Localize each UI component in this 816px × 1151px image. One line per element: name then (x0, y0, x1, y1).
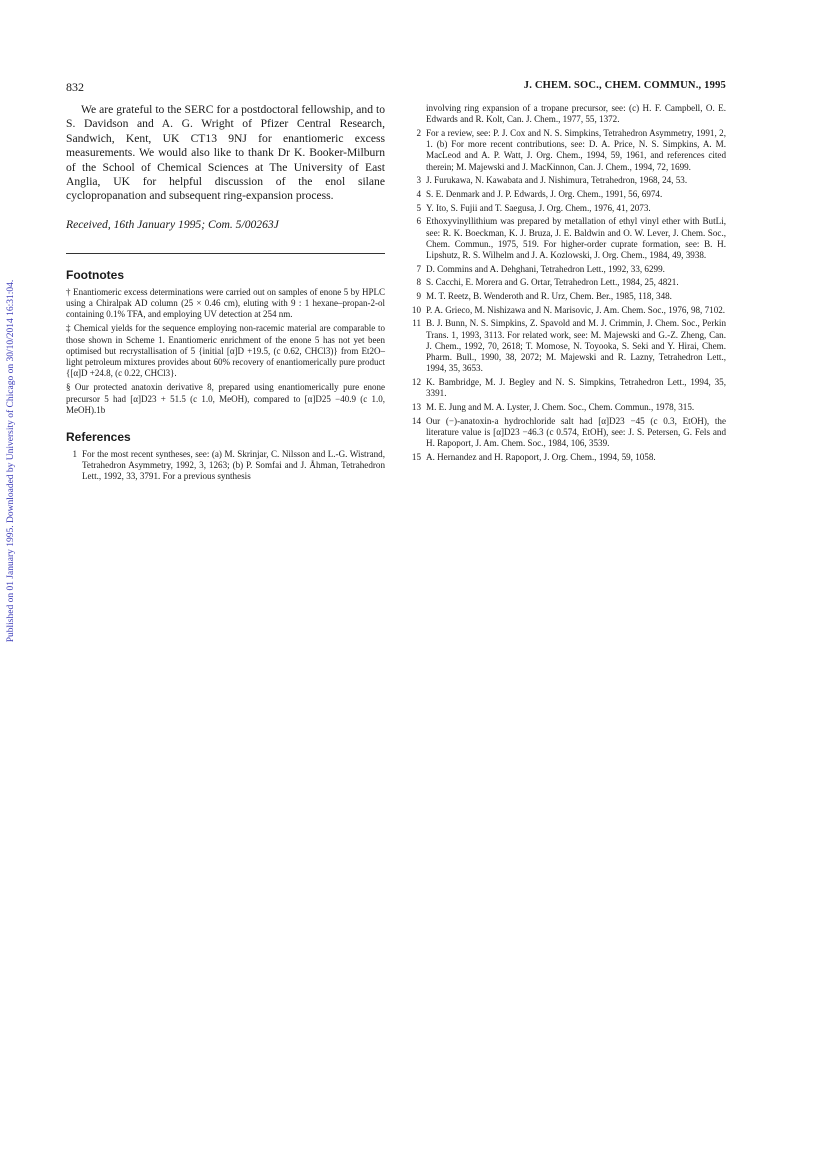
reference-item (410, 402, 726, 413)
reference-text: M. T. Reetz, B. Wenderoth and R. Urz, Chem. Ber., 1985, 118, 348. (426, 291, 672, 302)
reference-number: 5 (416, 202, 421, 213)
reference-number: 2 (416, 127, 421, 138)
reference-text: For a review, see: P. J. Cox and N. S. Simpkins, Tetrahedron Asymmetry, 1991, 2, 1. (b) For more recent contributions, see: D. A. Price, N. S. Simpkins, A. M. MacLeod and A. P. Watt, J. Org. Chem., 1994, 59, 1961, and references cited therein; M. Majewski and J. MacKinnon, Can. J. Chem., 1994, 72, 1699. (426, 127, 726, 172)
download-watermark (4, 236, 18, 686)
reference-number: 6 (416, 216, 421, 227)
page-number: 832 (66, 80, 84, 94)
references-heading: References (66, 430, 131, 445)
received-line: Received, 16th January 1995; Com. 5/00263J (66, 217, 279, 231)
reference-item (410, 277, 726, 288)
reference-item (410, 305, 726, 316)
reference-item (410, 264, 726, 275)
footnotes-heading: Footnotes (66, 267, 124, 282)
reference-number: 7 (416, 263, 421, 274)
reference-text: K. Bambridge, M. J. Begley and N. S. Simpkins, Tetrahedron Lett., 1994, 35, 3391. (426, 376, 726, 399)
reference-item (410, 452, 726, 463)
reference-text: P. A. Grieco, M. Nishizawa and N. Marisovic, J. Am. Chem. Soc., 1976, 98, 7102. (426, 304, 726, 315)
reference-number: 14 (411, 415, 421, 426)
reference-text: M. E. Jung and M. A. Lyster, J. Chem. Soc., Chem. Commun., 1978, 315. (426, 401, 695, 412)
journal-title: J. CHEM. SOC., CHEM. COMMUN., 1995 (523, 80, 726, 91)
download-watermark-text: Published on 01 January 1995. Downloaded by University of Chicago on 30/10/2014 16:31:04. (6, 279, 16, 643)
reference-text: B. J. Bunn, N. S. Simpkins, Z. Spavold and M. J. Crimmin, J. Chem. Soc., Perkin Trans. 1, 1993, 3113. For related work, see: M. Majewski and G.-Z. Zheng, Can. J. Chem., 1992, 70, 2618; T. Momose, N. Toyooka, S. Seki and Y. Hirai, Chem. Pharm. Bull., 1990, 38, 2072; M. Majewski and R. Lazny, Tetrahedron Lett., 1994, 35, 3653. (426, 318, 726, 374)
reference-item (410, 128, 726, 173)
reference-number: 9 (416, 291, 421, 302)
reference-text: Ethoxyvinyllithium was prepared by metallation of ethyl vinyl ether with ButLi, see: R. K. Boeckman, K. J. Bruza, J. E. Baldwin and O. W. Lever, J. Chem. Soc., Chem. Commun., 1975, 519. For higher-order cuprate formation, see: B. H. Lipshutz, R. S. Wilhelm and J. A. Kozlowski, J. Org. Chem., 1984, 49, 3938. (426, 216, 726, 260)
acknowledgement-paragraph: We are grateful to the SERC for a postdoctoral fellowship, and to S. Davidson and A. G. Wright of Pfizer Central Research, Sandwich, Kent, UK CT13 9NJ for enantiomeric excess measurements. We would also like to thank Dr K. Booker-Milburn of the School of Chemical Sciences at The University of East Anglia, UK for helpful discussion of the enol silane cyclopropanation and subsequent ring-expansion process. (66, 103, 385, 203)
reference-number: 15 (411, 451, 421, 462)
reference-item (410, 291, 726, 302)
reference-number: 13 (411, 401, 421, 412)
reference-item (410, 175, 726, 186)
reference-continuation: involving ring expansion of a tropane precursor, see: (c) H. F. Campbell, O. E. Edwards and R. Kolt, Can. J. Chem., 1977, 55, 1372. (426, 103, 726, 125)
section-divider (66, 253, 385, 254)
reference-item (410, 189, 726, 200)
reference-number: 10 (411, 304, 421, 315)
reference-item (410, 203, 726, 214)
reference-text: S. Cacchi, E. Morera and G. Ortar, Tetrahedron Lett., 1984, 25, 4821. (426, 277, 679, 288)
reference-text: For the most recent syntheses, see: (a) M. Skrinjar, C. Nilsson and L.-G. Wistrand, Tetrahedron Asymmetry, 1992, 3, 1263; (b) P. Somfai and J. Åhman, Tetrahedron Lett., 1992, 33, 3791. For a previous synthesis (82, 449, 385, 482)
reference-text: A. Hernandez and H. Rapoport, J. Org. Chem., 1994, 59, 1058. (426, 451, 656, 462)
reference-number: 1 (72, 449, 77, 460)
footnote-double-dagger: ‡ Chemical yields for the sequence employing non-racemic material are comparable to those shown in Scheme 1. Enantiomeric enrichment of the enone 5 has not yet been optimised but recrystallisation of 5 {initial [α]D +19.5, (c 0.62, CHCl3)} from Et2O–light petroleum mixtures provides about 60% recovery of enantiomerically pure product {[α]D +24.8, (c 0.22, CHCl3}. (66, 323, 385, 379)
reference-number: 4 (416, 188, 421, 199)
left-column (66, 103, 385, 485)
reference-item (410, 216, 726, 261)
reference-item (410, 318, 726, 374)
footnote-dagger: † Enantiomeric excess determinations were carried out on samples of enone 5 by HPLC using a Chiralpak AD column (25 × 0.46 cm), eluting with 9 : 1 hexane–propan-2-ol containing 0.1% TFA, and employing UV detection at 254 nm. (66, 286, 385, 320)
reference-text: Y. Ito, S. Fujii and T. Saegusa, J. Org. Chem., 1976, 41, 2073. (426, 202, 651, 213)
reference-text: D. Commins and A. Dehghani, Tetrahedron Lett., 1992, 33, 6299. (426, 263, 665, 274)
reference-text: Our (−)-anatoxin-a hydrochloride salt had [α]D23 −45 (c 0.3, EtOH), the literature value is [α]D23 −46.3 (c 0.574, EtOH), see: J. S. Petersen, G. Fels and H. Rapoport, J. Am. Chem. Soc., 1984, 106, 3539. (426, 415, 726, 448)
reference-number: 11 (412, 318, 421, 329)
reference-item (410, 377, 726, 399)
page-header (66, 80, 726, 94)
right-column (410, 103, 726, 465)
reference-number: 3 (416, 175, 421, 186)
reference-number: 12 (411, 376, 421, 387)
reference-number: 8 (416, 277, 421, 288)
reference-item (66, 449, 385, 483)
reference-text: S. E. Denmark and J. P. Edwards, J. Org. Chem., 1991, 56, 6974. (426, 188, 663, 199)
reference-item (410, 416, 726, 450)
reference-text: J. Furukawa, N. Kawabata and J. Nishimura, Tetrahedron, 1968, 24, 53. (426, 175, 688, 186)
footnote-section: § Our protected anatoxin derivative 8, prepared using enantiomerically pure enone precursor 5 had [α]D23 + 51.5 (c 1.0, MeOH), compared to [α]D25 −40.9 (c 1.0, MeOH).1b (66, 382, 385, 415)
